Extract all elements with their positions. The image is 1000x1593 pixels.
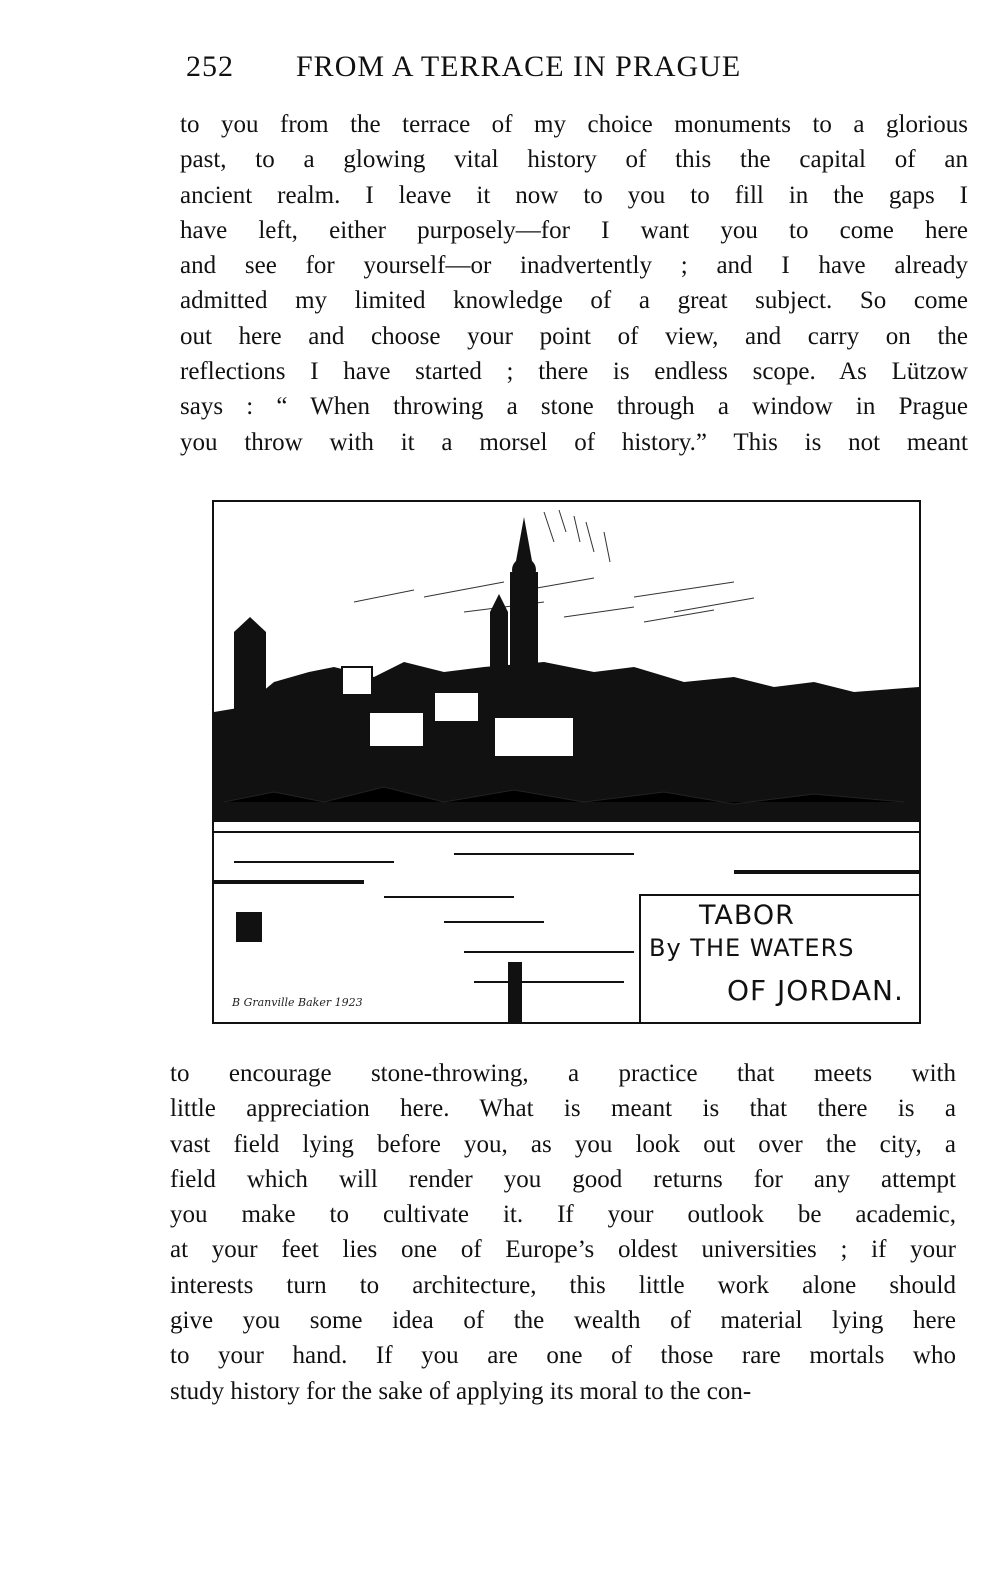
text-line: you make to cultivate it. If your outlook be academic, bbox=[170, 1201, 956, 1229]
text-line: to your hand. If you are one of those rare mortals who bbox=[170, 1342, 956, 1370]
illustration-tabor bbox=[212, 500, 921, 1024]
text-line: you throw with it a morsel of history.” This is not meant bbox=[180, 428, 968, 456]
text-line: ancient realm. I leave it now to you to fill in the gaps I bbox=[180, 181, 968, 209]
text-line: says : “ When throwing a stone through a window in Prague bbox=[180, 393, 968, 421]
text-line: study history for the sake of applying its moral to the con- bbox=[170, 1377, 752, 1405]
town-silhouette bbox=[214, 517, 919, 822]
caption-line: OF JORDAN. bbox=[727, 974, 904, 1007]
running-title: FROM A TERRACE IN PRAGUE bbox=[296, 50, 742, 83]
text-line: admitted my limited knowledge of a great subject. So come bbox=[180, 287, 968, 315]
text-line: at your feet lies one of Europe’s oldest universities ; if your bbox=[170, 1236, 956, 1264]
text-line: to you from the terrace of my choice monuments to a glorious bbox=[180, 111, 968, 138]
text-line: field which will render you good returns for any attempt bbox=[170, 1165, 956, 1193]
artist-signature: B Granville Baker 1923 bbox=[232, 996, 363, 1009]
paragraph-before-illustration bbox=[180, 107, 968, 460]
caption-title: TABOR bbox=[699, 900, 795, 931]
paragraph-after-illustration bbox=[170, 1056, 956, 1409]
text-line: reflections I have started ; there is endless scope. As Lützow bbox=[180, 358, 968, 386]
caption-line: By THE WATERS bbox=[649, 934, 855, 962]
text-line: and see for yourself—or inadvertently ; and I have already bbox=[180, 252, 968, 280]
text-line: out here and choose your point of view, and carry on the bbox=[180, 322, 968, 350]
text-line: little appreciation here. What is meant is that there is a bbox=[170, 1095, 956, 1123]
text-line: have left, either purposely—for I want you to come here bbox=[180, 216, 968, 244]
text-line: to encourage stone-throwing, a practice that meets with bbox=[170, 1060, 956, 1087]
text-line: vast field lying before you, as you look out over the city, a bbox=[170, 1130, 956, 1158]
page-number: 252 bbox=[186, 50, 234, 83]
text-line: past, to a glowing vital history of this the capital of an bbox=[180, 146, 968, 174]
running-header bbox=[186, 50, 866, 84]
text-line: give you some idea of the wealth of material lying here bbox=[170, 1307, 956, 1335]
illustration-caption bbox=[639, 894, 921, 1024]
sky-hatching bbox=[354, 510, 754, 622]
text-line: interests turn to architecture, this little work alone should bbox=[170, 1271, 956, 1299]
